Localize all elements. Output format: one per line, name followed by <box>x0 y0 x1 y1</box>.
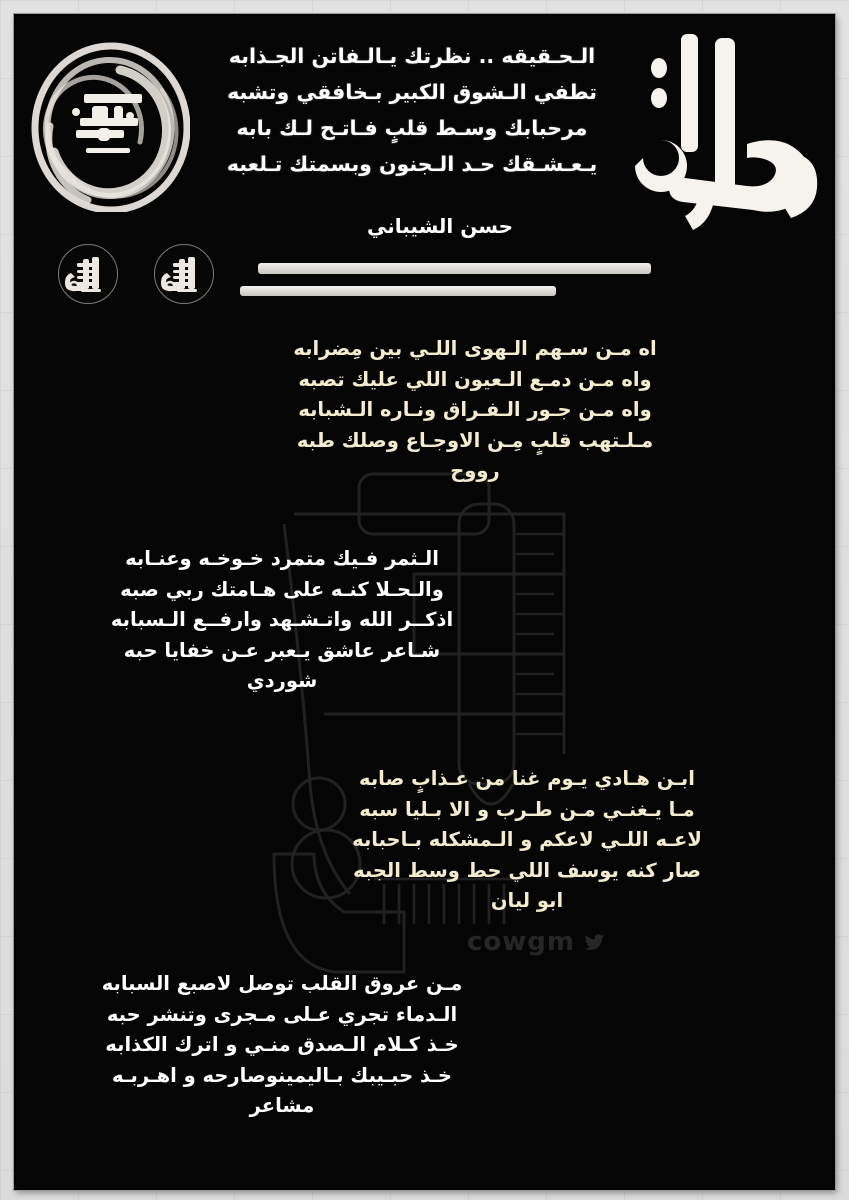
divider-bar-bottom <box>240 286 556 296</box>
stanza-5 <box>32 969 532 1122</box>
opening-line: يـعـشـقك حـد الـجنون وبسمتك تـلعبه <box>226 152 598 176</box>
stanza-line: خـذ كـلام الـصدق منـي و اترك الكذابه <box>105 1033 459 1056</box>
stanza-line: مـلـتهب قلبٍ مِـن الاوجـاع وصلك طبه <box>296 428 654 452</box>
opening-line: تطفي الـشوق الكبير بـخافقي وتشبه <box>227 80 597 104</box>
stanza-2 <box>195 334 755 487</box>
watermark-handle-text: cowgm <box>467 927 575 957</box>
stanza-line: مـا يـغنـي مـن طـرب و الا بـليا سبه <box>359 797 695 821</box>
stanza-line: واه مـن جـور الـفـراق ونـاره الـشبابه <box>298 398 652 421</box>
stanza-line: والـحـلا كنـه على هـامتك ربي صبه <box>120 577 444 601</box>
stanza-line: صار كنه يوسف اللي حط وسط الجبه <box>353 858 701 882</box>
stanza-line: ابـن هـادي يـوم غنا من عـذابٍ صابه <box>359 767 695 790</box>
seal-badge-left <box>58 244 118 304</box>
stanza-signature: رووح <box>450 459 500 482</box>
stanza-line: لاعـه اللـي لاعكم و الـمشكله بـاحبابه <box>352 828 702 851</box>
stanza-3 <box>32 544 532 697</box>
poem-card <box>14 14 835 1190</box>
stanza-4 <box>247 764 807 917</box>
stanza-line: الـثمر فـيك متمرد خـوخـه وعنـابه <box>125 547 439 570</box>
stanza-signature: مشاعر <box>249 1094 315 1117</box>
watermark-handle <box>418 922 608 962</box>
title-calligraphy <box>619 26 829 241</box>
stanza-line: خـذ حبـيبك بـاليمينوصارحه و اهـربـه <box>112 1063 452 1087</box>
brand-swirl-logo <box>30 32 190 212</box>
seal-badge-right <box>154 244 214 304</box>
opening-verse <box>197 38 627 182</box>
stanza-signature: شوردي <box>246 669 318 692</box>
stanza-line: اه مـن سـهم الـهوى اللـي بين مِضرابه <box>293 337 657 360</box>
poet-name: حسن الشيباني <box>366 214 514 238</box>
stanza-line: واه مـن دمـع الـعيون اللي عليك تصبه <box>298 367 652 391</box>
stanza-line: شـاعر عاشق يـعبر عـن خفايا حبه <box>123 638 441 662</box>
twitter-bird-icon <box>582 932 608 953</box>
stanza-line: الـدماء تجري عـلى مـجرى وتنشر حبه <box>106 1002 458 1026</box>
poster-header <box>14 14 835 314</box>
opening-line: الـحـقيقه .. نظرتك يـالـفاتن الجـذابه <box>228 44 596 68</box>
divider-bar-top <box>258 263 651 274</box>
stanza-line: اذكــر الله واتـشـهد وارفــع الـسبابه <box>110 608 454 631</box>
opening-line: مرحبابك وسـط قلبٍ فـاتـح لـك بابه <box>236 116 588 140</box>
stanza-line: مـن عروق القلب توصل لاصبع السبابه <box>101 972 463 995</box>
stanza-signature: ابو ليان <box>490 889 564 912</box>
